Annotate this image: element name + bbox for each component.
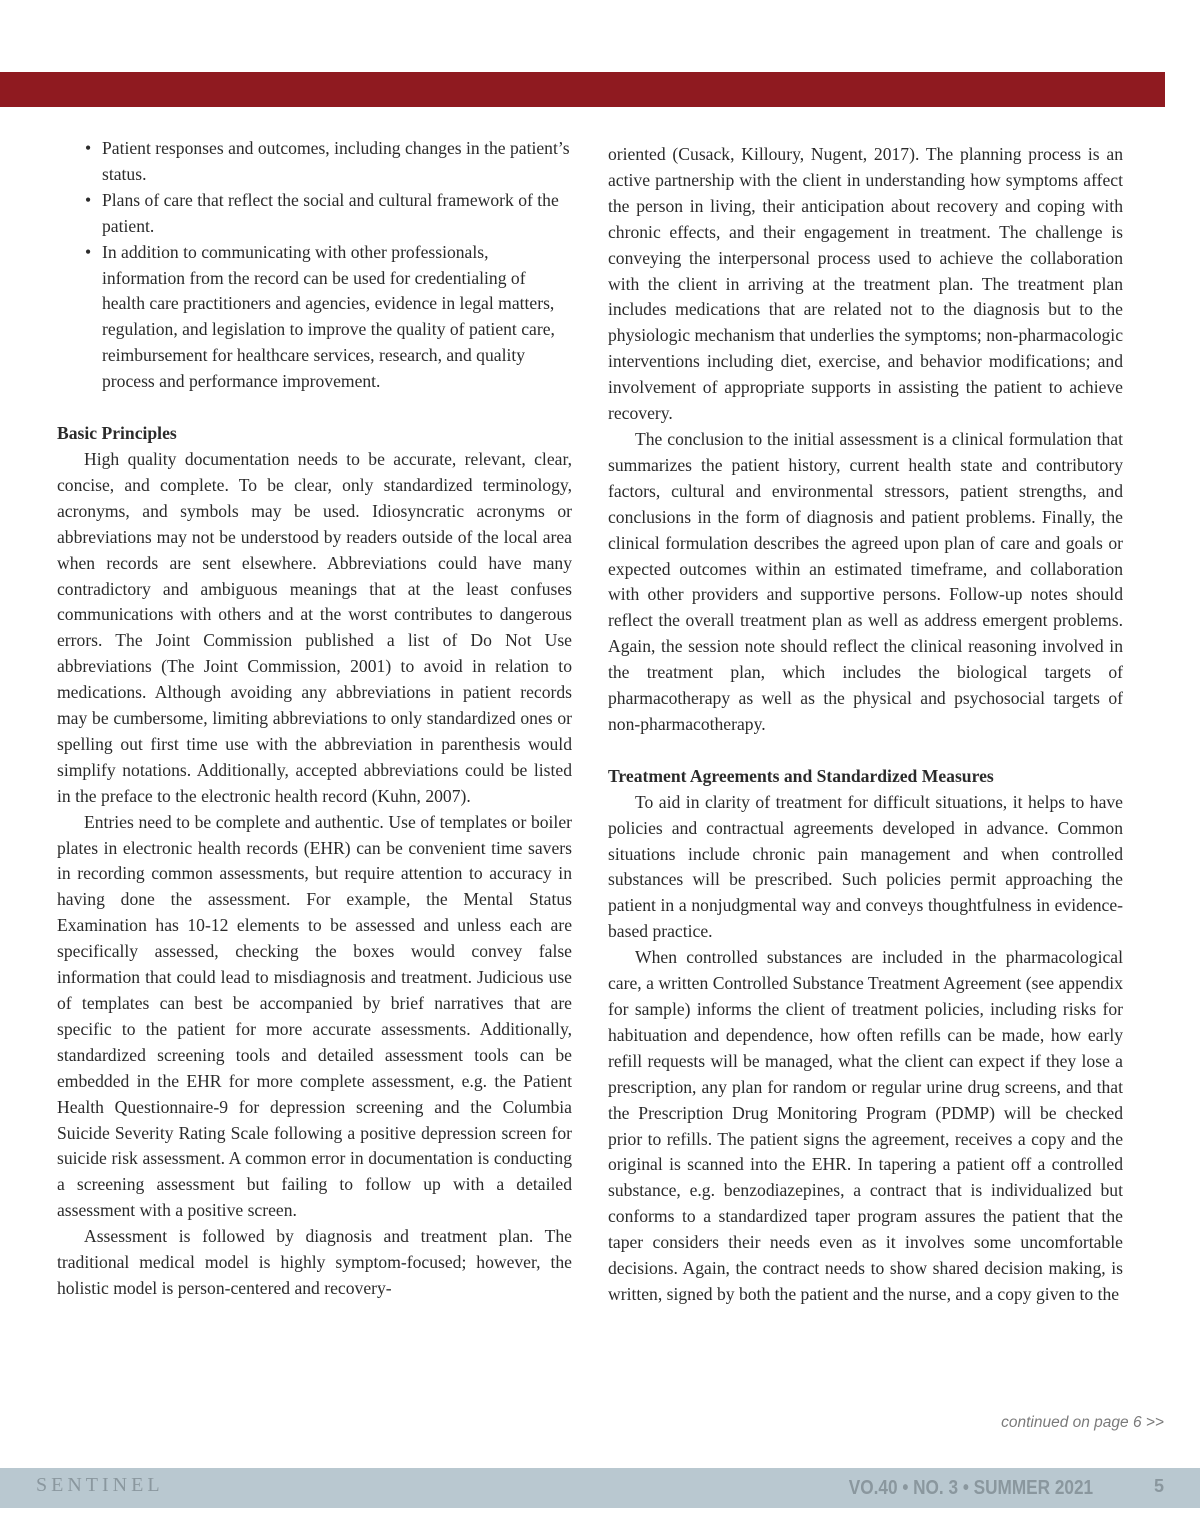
list-item: • In addition to communicating with other professionals, information from the record can be used for credentialing of health care practitioners and agencies, evidence in legal matters, regulation, and legislation to improve the quality of patient care, reimbursement for healthcare services, research, and quality process and performance improvement. bbox=[102, 240, 572, 395]
body-paragraph: When controlled substances are included in the pharmacological care, a written Controlled Substance Treatment Agreement (see appendix for sample) informs the client of treatment policies, including risks for habituation and dependence, how often refills can be made, how early refill requests will be managed, what the client can expect if they lose a prescription, any plan for random or regular urine drug screens, and that the Prescription Drug Monitoring Program (PDMP) will be checked prior to refills. The patient signs the agreement, receives a copy and the original is scanned into the EHR. In tapering a patient off a controlled substance, e.g. benzodiazepines, a contract that is individualized but conforms to a standardized taper program assures the patient that the taper considers their needs even as it involves some uncomfortable decisions. Again, the contract needs to show shared decision making, is written, signed by both the patient and the nurse, and a copy given to the bbox=[608, 947, 1123, 1304]
body-paragraph: To aid in clarity of treatment for difficult situations, it helps to have policies and contractual agreements developed in advance. Common situations include chronic pain management and when controlled substances will be prescribed. Such policies permit approaching the patient in a nonjudgmental way and conveys thoughtfulness in evidence-based practice. bbox=[608, 791, 1123, 942]
continued-on-next-page-link[interactable]: continued on page 6 >> bbox=[1001, 1414, 1164, 1431]
bullet-list bbox=[57, 136, 572, 395]
body-paragraph: Assessment is followed by diagnosis and treatment plan. The traditional medical model is highly symptom-focused; however, the holistic model is person-centered and recovery- bbox=[57, 1226, 572, 1298]
issue-info: VO.40 • NO. 3 • SUMMER 2021 bbox=[848, 1477, 1093, 1499]
footer-bar bbox=[0, 1468, 1200, 1508]
section-heading-basic-principles: Basic Principles bbox=[57, 423, 177, 444]
section-heading-treatment-agreements: Treatment Agreements and Standardized Measures bbox=[608, 765, 994, 786]
body-paragraph: oriented (Cusack, Killoury, Nugent, 2017). The planning process is an active partnership with the client in understanding how symptoms affect the person in living, their anticipation about recovery and coping with chronic effects, and their engagement in treatment. The challenge is conveying the interpersonal process used to achieve the collaboration with the client in arriving at the treatment plan. The treatment plan includes medications that are related not to the diagnosis but to the physiologic mechanism that underlies the symptoms; non-pharmacologic interventions including diet, exercise, and behavior modifications; and involvement of appropriate supports in assisting the patient to achieve recovery. bbox=[608, 144, 1124, 424]
body-paragraph: High quality documentation needs to be accurate, relevant, clear, concise, and complete. To be clear, only standardized terminology, acronyms, and symbols may be used. Idiosyncratic acronyms or abbreviations may not be understood by readers outside of the local area when records are sent elsewhere. Abbreviations could have many contradictory and ambiguous meanings that at the least confuses communications with others and at the worst contributes to dangerous errors. The Joint Commission published a list of Do Not Use abbreviations (The Joint Commission, 2001) to avoid in relation to medications. Although avoiding any abbreviations in patient records may be cumbersome, limiting abbreviations to only standardized ones or spelling out first time use with the abbreviation in parenthesis would simplify notations. Additionally, accepted abbreviations could be listed in the preface to the electronic health record (Kuhn, 2007). bbox=[57, 448, 572, 806]
page-number: 5 bbox=[1153, 1476, 1164, 1496]
body-paragraph: The conclusion to the initial assessment is a clinical formulation that summarizes the patient history, current health state and contributory factors, cultural and environmental stressors, patient strengths, and conclusions in the form of diagnosis and patient problems. Finally, the clinical formulation describes the agreed upon plan of care and goals or expected outcomes within an estimated timeframe, and collaboration with other providers and supportive persons. Follow-up notes should reflect the overall treatment plan as well as address emergent problems. Again, the session note should reflect the clinical reasoning involved in the treatment plan, which includes the biological targets of pharmacotherapy as well as the physical and psychosocial targets of non-pharmacotherapy. bbox=[608, 428, 1123, 734]
list-item: • Patient responses and outcomes, including changes in the patient’s status. bbox=[102, 136, 572, 188]
left-column bbox=[57, 136, 572, 1302]
right-column bbox=[608, 142, 1123, 1308]
publication-name: SENTINEL bbox=[36, 1474, 164, 1496]
body-paragraph: Entries need to be complete and authentic. Use of templates or boiler plates in electronic health records (EHR) can be convenient time savers in recording common assessments, but require attention to accuracy in having done the assessment. For example, the Mental Status Examination has 10-12 elements to be assessed and unless each are specifically assessed, checking the boxes would convey false information that could lead to misdiagnosis and treatment. Judicious use of templates can best be accompanied by brief narratives that are specific to the patient for more accurate assessments. Additionally, standardized screening tools and detailed assessment tools can be embedded in the EHR for more complete assessment, e.g. the Patient Health Questionnaire-9 for depression screening and the Columbia Suicide Severity Rating Scale following a positive depression screen for suicide risk assessment. A common error in documentation is conducting a screening assessment but failing to follow up with a detailed assessment with a positive screen. bbox=[57, 811, 572, 1221]
list-item: • Plans of care that reflect the social and cultural framework of the patient. bbox=[102, 188, 572, 240]
header-color-bar bbox=[0, 72, 1165, 107]
